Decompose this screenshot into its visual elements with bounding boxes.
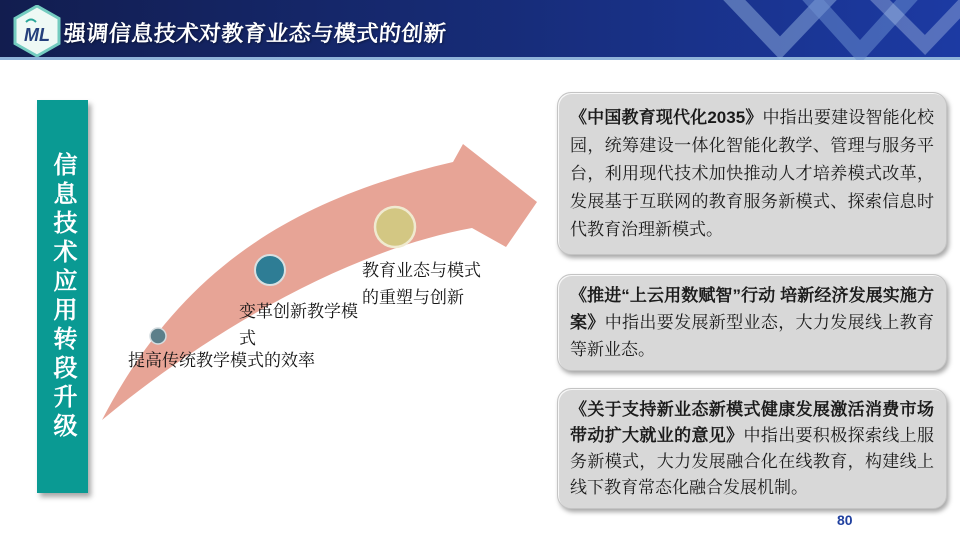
policy-card-3-body: 中指出要积极探索线上服务新模式，大力发展融合化在线教育，构建线上线下教育常态化融合发展机制。 bbox=[570, 426, 934, 497]
stage-dot-small bbox=[150, 328, 166, 344]
policy-card-1-body: 中指出要建设智能化校园，统筹建设一体化智能化教学、管理与服务平台，利用现代技术加快推动人才培养模式改革，发展基于互联网的教育服务新模式、探索信息时代教育治理新模式。 bbox=[570, 108, 935, 239]
logo bbox=[12, 5, 62, 62]
policy-card-1 bbox=[557, 92, 947, 255]
stage-dot-medium bbox=[255, 255, 285, 285]
slide-title: 强调信息技术对教育业态与模式的创新 bbox=[63, 21, 448, 46]
sidebar-theme-bar bbox=[37, 100, 88, 493]
page-number: 80 bbox=[837, 512, 853, 528]
stage-dot-large bbox=[375, 207, 415, 247]
policy-card-1-title: 《中国教育现代化2035》 bbox=[570, 108, 763, 127]
policy-card-2-body: 中指出要发展新型业态，大力发展线上教育等新业态。 bbox=[570, 313, 935, 359]
sidebar-vertical-label: 信息技术应用转段升级 bbox=[49, 151, 76, 442]
stage-label-1: 提高传统教学模式的效率 bbox=[128, 351, 315, 370]
stage-label-3: 教育业态与模式的重塑与创新 bbox=[362, 261, 481, 307]
policy-card-2 bbox=[557, 274, 947, 371]
slide-header bbox=[0, 0, 960, 60]
policy-card-3 bbox=[557, 388, 947, 509]
policy-card-2-title: 《推进“上云用数赋智”行动 培新经济发展实施方案》 bbox=[570, 286, 934, 332]
stage-label-2: 变革创新教学模式 bbox=[239, 302, 358, 348]
policy-card-3-title: 《关于支持新业态新模式健康发展激活消费市场带动扩大就业的意见》 bbox=[570, 400, 934, 445]
logo-text: ML bbox=[24, 25, 50, 45]
chevron-decoration bbox=[700, 0, 960, 60]
